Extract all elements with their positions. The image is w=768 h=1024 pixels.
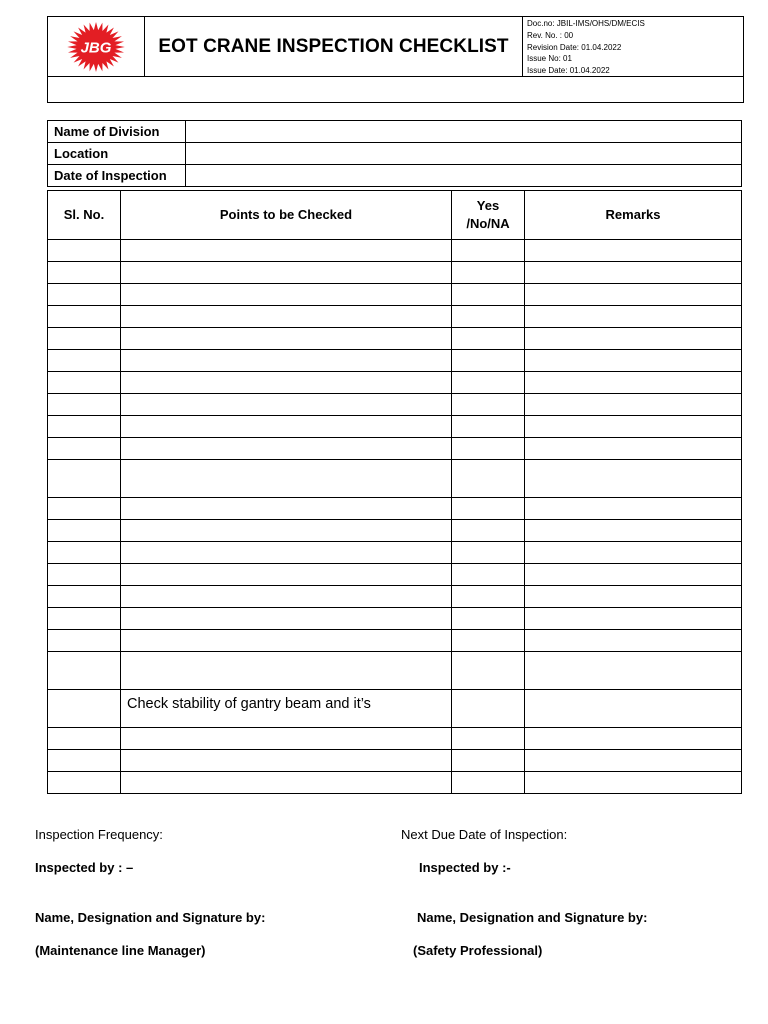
sl-no-cell[interactable] [48,416,121,438]
point-cell[interactable] [121,350,452,372]
status-cell[interactable] [452,460,525,498]
sl-no-cell[interactable] [48,498,121,520]
status-cell[interactable] [452,328,525,350]
remarks-cell[interactable] [525,750,742,772]
status-cell[interactable] [452,240,525,262]
sl-no-cell[interactable] [48,460,121,498]
location-label: Location [48,143,186,165]
logo-text: JBG [80,39,112,56]
point-cell[interactable] [121,438,452,460]
point-cell[interactable] [121,394,452,416]
point-cell[interactable] [121,240,452,262]
point-cell[interactable] [121,542,452,564]
status-cell[interactable] [452,262,525,284]
remarks-cell[interactable] [525,630,742,652]
remarks-cell[interactable] [525,328,742,350]
remarks-cell[interactable] [525,394,742,416]
column-header-remarks: Remarks [525,191,742,240]
checklist-table [47,190,742,794]
sl-no-cell[interactable] [48,350,121,372]
checklist-row [48,520,742,542]
point-cell[interactable] [121,372,452,394]
location-field[interactable] [186,143,742,165]
logo-cell [48,17,145,76]
remarks-cell[interactable] [525,460,742,498]
checklist-row [48,608,742,630]
status-cell[interactable] [452,652,525,690]
point-cell[interactable] [121,750,452,772]
status-cell[interactable] [452,372,525,394]
sl-no-cell[interactable] [48,262,121,284]
remarks-cell[interactable] [525,608,742,630]
checklist-row [48,542,742,564]
division-label: Name of Division [48,121,186,143]
remarks-cell[interactable] [525,372,742,394]
checklist-row [48,262,742,284]
status-cell[interactable] [452,498,525,520]
checklist-row [48,284,742,306]
status-cell[interactable] [452,690,525,728]
revision-date: Revision Date: 01.04.2022 [527,42,622,52]
checklist-row [48,394,742,416]
point-cell[interactable] [121,564,452,586]
sl-no-cell[interactable] [48,328,121,350]
remarks-cell[interactable] [525,542,742,564]
point-cell[interactable] [121,608,452,630]
checklist-row [48,438,742,460]
checklist-row [48,728,742,750]
signature-label-left: Name, Designation and Signature by: [35,910,266,925]
remarks-cell[interactable] [525,652,742,690]
inspection-info-table [47,120,742,187]
next-due-date-label: Next Due Date of Inspection: [401,827,568,842]
remarks-cell[interactable] [525,240,742,262]
role-safety-professional: (Safety Professional) [413,943,543,958]
sl-no-cell[interactable] [48,306,121,328]
issue-date: Issue Date: 01.04.2022 [527,66,610,76]
sl-no-cell[interactable] [48,520,121,542]
point-cell[interactable] [121,498,452,520]
point-cell[interactable] [121,630,452,652]
sl-no-cell[interactable] [48,652,121,690]
checklist-row [48,328,742,350]
point-cell[interactable] [121,416,452,438]
checklist-row [48,498,742,520]
info-row-date [48,165,742,187]
checklist-row [48,772,742,794]
point-cell[interactable] [121,728,452,750]
division-field[interactable] [186,121,742,143]
document-title: EOT CRANE INSPECTION CHECKLIST [145,17,523,76]
company-logo [61,21,131,73]
status-cell[interactable] [452,608,525,630]
remarks-cell[interactable] [525,306,742,328]
column-header-yes-no-na: Yes /No/NA [452,191,525,240]
checklist-row [48,652,742,690]
status-cell[interactable] [452,306,525,328]
sl-no-cell[interactable] [48,542,121,564]
remarks-cell[interactable] [525,498,742,520]
status-cell[interactable] [452,350,525,372]
status-cell[interactable] [452,438,525,460]
status-cell[interactable] [452,284,525,306]
remarks-cell[interactable] [525,772,742,794]
sl-no-cell[interactable] [48,284,121,306]
status-cell[interactable] [452,520,525,542]
signature-label-right: Name, Designation and Signature by: [417,910,648,925]
point-cell[interactable] [121,586,452,608]
column-header-sl-no: Sl. No. [48,191,121,240]
status-cell[interactable] [452,564,525,586]
remarks-cell[interactable] [525,262,742,284]
date-of-inspection-label: Date of Inspection [48,165,186,187]
info-row-division [48,121,742,143]
sl-no-cell[interactable] [48,564,121,586]
revision-number: Rev. No. : 00 [527,30,574,40]
point-cell[interactable] [121,328,452,350]
point-cell[interactable]: Check stability of gantry beam and it’s [121,690,452,728]
remarks-cell[interactable] [525,728,742,750]
checklist-row [48,586,742,608]
status-cell[interactable] [452,416,525,438]
sl-no-cell[interactable] [48,750,121,772]
remarks-cell[interactable] [525,438,742,460]
remarks-cell[interactable] [525,350,742,372]
point-cell[interactable] [121,306,452,328]
checklist-row [48,350,742,372]
doc-number: Doc.no: JBIL-IMS/OHS/DM/ECIS [527,19,645,28]
point-cell[interactable] [121,262,452,284]
document-control-info [523,17,743,76]
checklist-row [48,690,742,728]
inspected-by-right: Inspected by :- [419,860,511,875]
status-cell[interactable] [452,750,525,772]
status-cell[interactable] [452,586,525,608]
point-cell[interactable] [121,460,452,498]
header-blank-row[interactable] [47,76,744,103]
remarks-cell[interactable] [525,416,742,438]
checklist-row [48,306,742,328]
sl-no-cell[interactable] [48,394,121,416]
remarks-cell[interactable] [525,284,742,306]
status-cell[interactable] [452,772,525,794]
checklist-header-row [48,191,742,240]
sl-no-cell[interactable] [48,586,121,608]
remarks-cell[interactable] [525,520,742,542]
inspection-frequency-label: Inspection Frequency: [35,827,163,842]
sl-no-cell[interactable] [48,608,121,630]
sl-no-cell[interactable] [48,690,121,728]
point-cell[interactable] [121,284,452,306]
date-of-inspection-field[interactable] [186,165,742,187]
sl-no-cell[interactable] [48,240,121,262]
status-cell[interactable] [452,394,525,416]
checklist-row [48,240,742,262]
header-row [47,16,744,77]
remarks-cell[interactable] [525,564,742,586]
document-header [47,16,744,104]
sl-no-cell[interactable] [48,372,121,394]
point-cell[interactable] [121,520,452,542]
sl-no-cell[interactable] [48,630,121,652]
issue-number: Issue No: 01 [527,54,572,64]
checklist-row [48,630,742,652]
info-row-location [48,143,742,165]
checklist-row [48,372,742,394]
column-header-points: Points to be Checked [121,191,452,240]
sl-no-cell[interactable] [48,438,121,460]
checklist-row [48,564,742,586]
sl-no-cell[interactable] [48,772,121,794]
checklist-row [48,416,742,438]
remarks-cell[interactable] [525,690,742,728]
role-maintenance-manager: (Maintenance line Manager) [35,943,206,958]
checklist-row [48,460,742,498]
status-cell[interactable] [452,542,525,564]
status-cell[interactable] [452,630,525,652]
point-cell[interactable] [121,772,452,794]
point-cell[interactable] [121,652,452,690]
sl-no-cell[interactable] [48,728,121,750]
inspected-by-left: Inspected by : – [35,860,134,875]
remarks-cell[interactable] [525,586,742,608]
status-cell[interactable] [452,728,525,750]
checklist-row [48,750,742,772]
